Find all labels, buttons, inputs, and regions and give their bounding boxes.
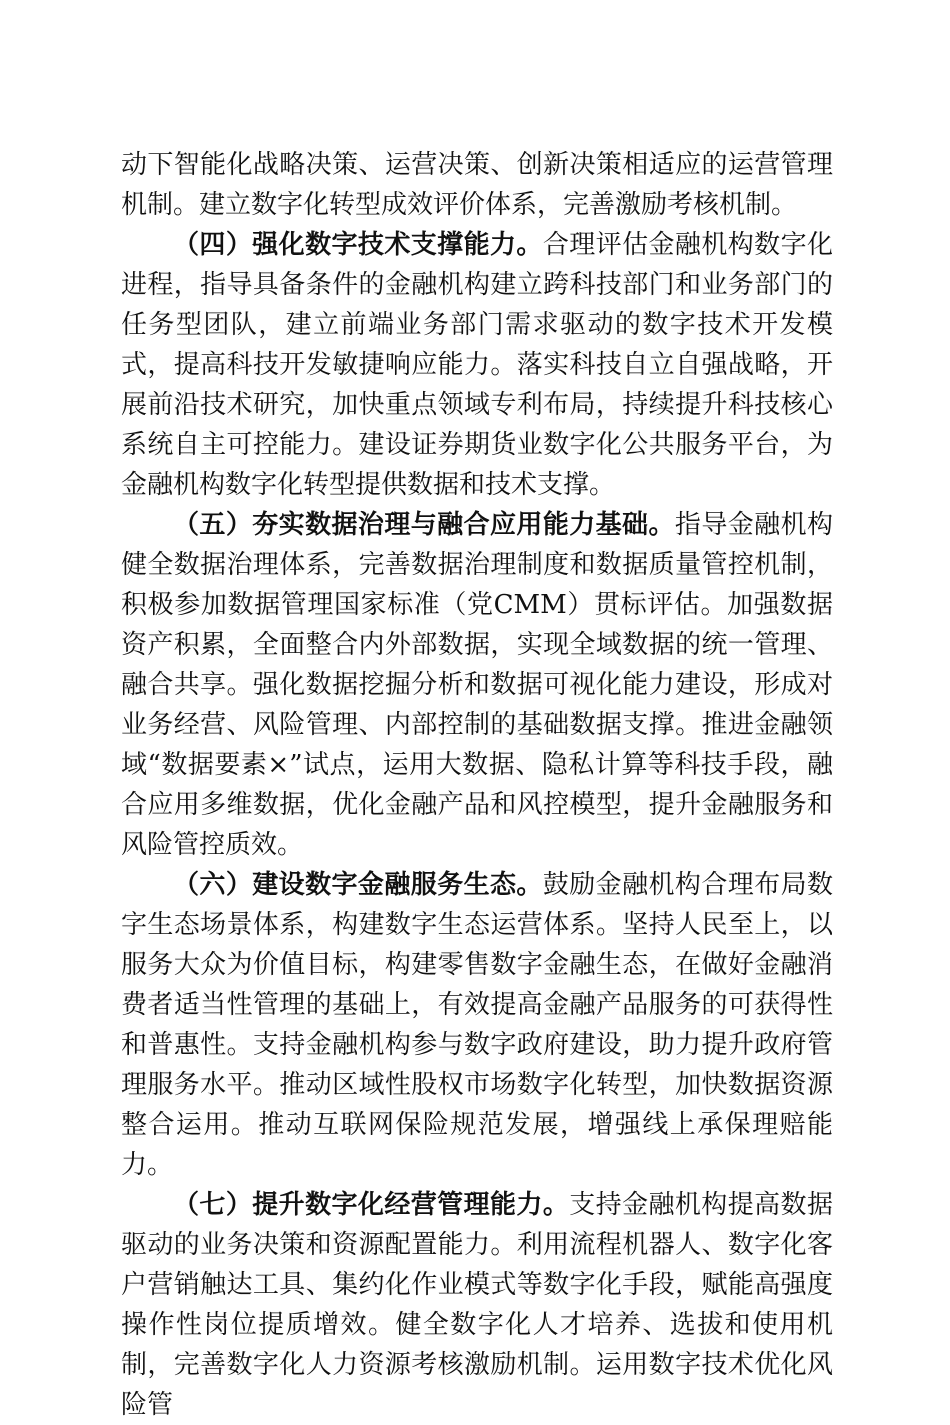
section-heading: （四）强化数字技术支撑能力。 bbox=[173, 230, 543, 260]
paragraph-body: 鼓励金融机构合理布局数字生态场景体系，构建数字生态运营体系。坚持人民至上，以服务大众为价值目标，构建零售数字金融生态，在做好金融消费者适当性管理的基础上，有效提高金融产品服务的可获得性和普惠性。支持金融机构参与数字政府建设，助力提升政府管理服务水平。推动区域性股权市场数字化转型，加快数据资源整合运用。推动互联网保险规范发展，增强线上承保理赔能力。 bbox=[121, 870, 833, 1180]
section-heading: （七）提升数字化经营管理能力。 bbox=[173, 1190, 570, 1220]
section-heading: （六）建设数字金融服务生态。 bbox=[173, 870, 543, 900]
document-body bbox=[121, 145, 833, 1425]
paragraph-body: 合理评估金融机构数字化进程，指导具备条件的金融机构建立跨科技部门和业务部门的任务型团队，建立前端业务部门需求驱动的数字技术开发模式，提高科技开发敏捷响应能力。落实科技自立自强战略，开展前沿技术研究，加快重点领域专利布局，持续提升科技核心系统自主可控能力。建设证券期货业数字化公共服务平台，为金融机构数字化转型提供数据和技术支撑。 bbox=[121, 230, 833, 500]
paragraph-section-6 bbox=[121, 865, 833, 1185]
paragraph-continuation bbox=[121, 145, 833, 225]
paragraph-body: 动下智能化战略决策、运营决策、创新决策相适应的运营管理机制。建立数字化转型成效评价体系，完善激励考核机制。 bbox=[121, 150, 833, 220]
paragraph-body: 指导金融机构健全数据治理体系，完善数据治理制度和数据质量管控机制，积极参加数据管理国家标准（党CMM）贯标评估。加强数据资产积累，全面整合内外部数据，实现全域数据的统一管理、融合共享。强化数据挖掘分析和数据可视化能力建设，形成对业务经营、风险管理、内部控制的基础数据支撑。推进金融领域“数据要素×”试点，运用大数据、隐私计算等科技手段，融合应用多维数据，优化金融产品和风控模型，提升金融服务和风险管控质效。 bbox=[121, 510, 833, 860]
paragraph-section-5 bbox=[121, 505, 833, 865]
paragraph-section-7 bbox=[121, 1185, 833, 1425]
section-heading: （五）夯实数据治理与融合应用能力基础。 bbox=[173, 510, 675, 540]
paragraph-section-4 bbox=[121, 225, 833, 505]
paragraph-body: 支持金融机构提高数据驱动的业务决策和资源配置能力。利用流程机器人、数字化客户营销触达工具、集约化作业模式等数字化手段，赋能高强度操作性岗位提质增效。健全数字化人才培养、选拔和使用机制，完善数字化人力资源考核激励机制。运用数字技术优化风险管 bbox=[121, 1190, 833, 1420]
